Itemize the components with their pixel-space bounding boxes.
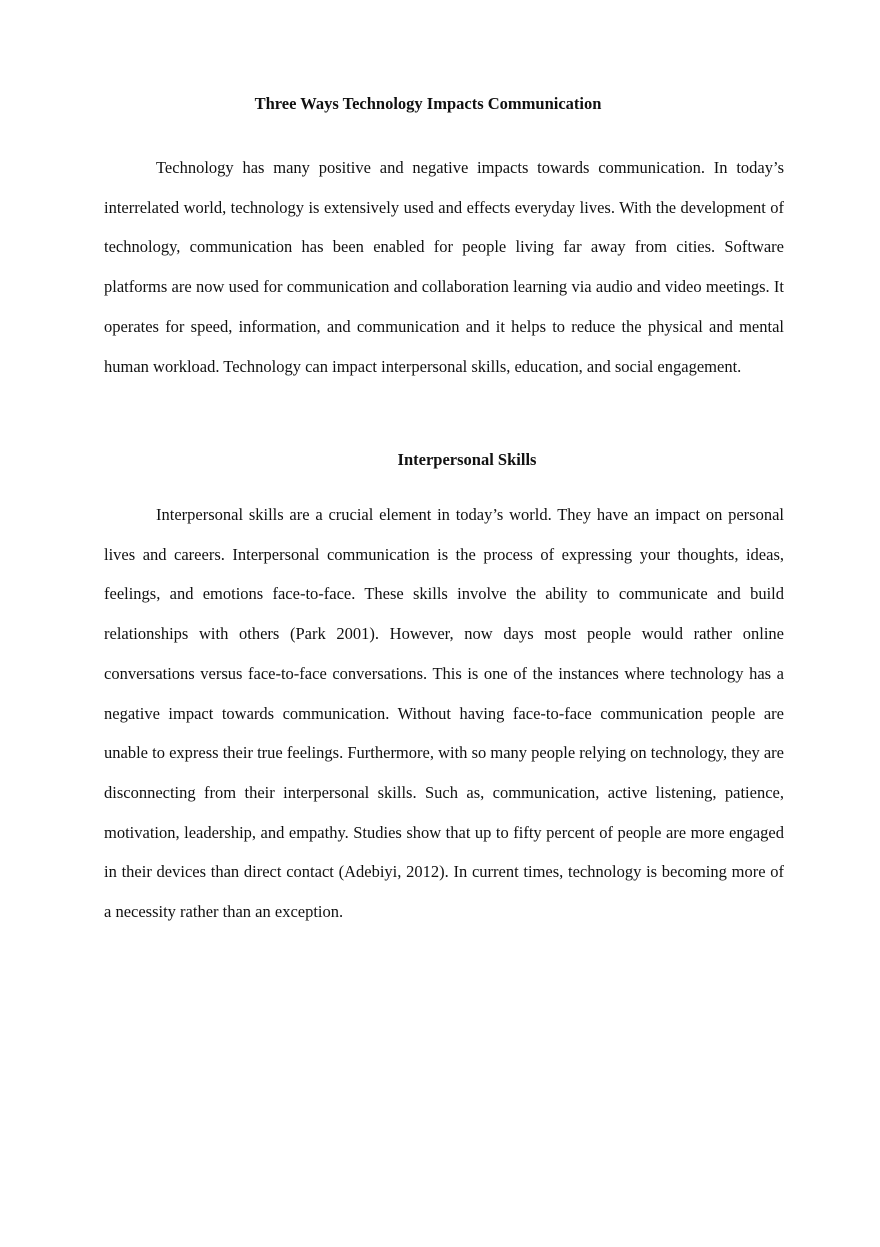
- section-paragraph: Interpersonal skills are a crucial element in today’s world. They have an impact on personal lives and careers. Interpersonal communication is the process of expressing your thoughts, ideas, feelings, and emotions face-to-face. These skills involve the ability to communicate and build relationships with others (Park 2001). However, now days most people would rather online conversations versus face-to-face conversations. This is one of the instances where technology has a negative impact towards communication. Without having face-to-face communication people are unable to express their true feelings. Furthermore, with so many people relying on technology, they are disconnecting from their interpersonal skills. Such as, communication, active listening, patience, motivation, leadership, and empathy. Studies show that up to fifty percent of people are more engaged in their devices than direct contact (Adebiyi, 2012). In current times, technology is becoming more of a necessity rather than an exception.: [104, 505, 784, 922]
- section-heading: Interpersonal Skills: [397, 450, 537, 469]
- document-title: Three Ways Technology Impacts Communication: [254, 94, 602, 113]
- intro-paragraph: Technology has many positive and negative impacts towards communication. In today’s interrelated world, technology is extensively used and effects everyday lives. With the development of technology, communication has been enabled for people living far away from cities. Software platforms are now used for communication and collaboration learning via audio and video meetings. It operates for speed, information, and communication and it helps to reduce the physical and mental human workload. Technology can impact interpersonal skills, education, and social engagement.: [104, 158, 784, 376]
